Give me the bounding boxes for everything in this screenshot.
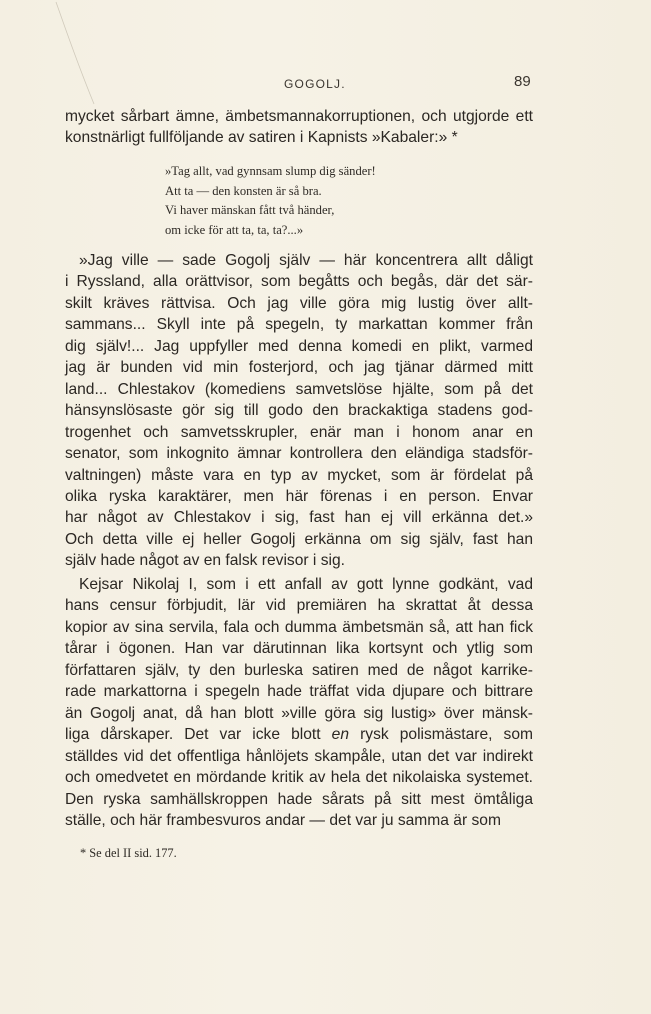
text-line: kopior av sina servila, fala och dumma ämbetsmän så, att han fick <box>65 618 533 636</box>
quoted-verse <box>165 162 376 240</box>
text-line: valtningen) måste vara en typ av mycket, som är fördelat på <box>65 466 533 484</box>
text-line: skilt kräves rättvisa. Och jag ville göra mig lustig över allt- <box>65 294 533 312</box>
verse-line: »Tag allt, vad gynnsam slump dig sänder! <box>165 164 376 178</box>
text-line: Den ryska samhällskroppen hade sårats på sitt mest ömtåliga <box>65 790 533 808</box>
text-line: konstnärligt fullföljande av satiren i Kapnists »Kabaler:» * <box>65 129 458 147</box>
text-line: författaren själv, ty den burleska satiren med de något karrike- <box>65 661 533 679</box>
text-line: ställe, och här frambesvuros andar — det var ju samma är som <box>65 811 501 829</box>
paragraph-intro <box>65 106 533 149</box>
text-line: trogenhet och samvetsskrupler, enär man i honom anar en <box>65 423 533 441</box>
text-line: »Jag ville — sade Gogolj själv — här koncentrera allt dåligt <box>79 252 533 269</box>
text-line: och omedvetet en mördande kritik av hela det nikolaiska systemet. <box>65 769 533 787</box>
text-line: än Gogolj anat, då han blott »ville göra sig lustig» över mänsk- <box>65 704 533 722</box>
text-line: land... Chlestakov (komediens samvetslöse hjälte, som på det <box>65 380 533 398</box>
text-line: sammans... Skyll inte på spegeln, ty markattan kommer från <box>65 316 533 334</box>
running-title: GOGOLJ. <box>284 77 346 91</box>
paragraph-gogol-quote <box>65 250 533 572</box>
text-line: har något av Chlestakov i sig, fast han ej vill erkänna det.» <box>65 509 533 527</box>
text-line: själv hade något av en falsk revisor i sig. <box>65 552 345 570</box>
text-line: olika ryska karaktärer, men här förenas i en person. Envar <box>65 487 533 505</box>
text-line: Och detta ville ej heller Gogolj erkänna om sig själv, fast han <box>65 530 533 548</box>
text-line: hans censur förbjudit, lär vid premiären ha skrattat åt dessa <box>65 597 533 615</box>
paragraph-nikolaj <box>65 574 533 831</box>
verse-line: om icke för att ta, ta, ta?...» <box>165 222 304 237</box>
text-line: mycket sårbart ämne, ämbetsmannakorruptionen, och utgjorde ett <box>65 108 533 125</box>
emphasized-word: en <box>331 726 349 744</box>
text-line: senator, som inkognito ämnar kontrollera den eländiga stadsför- <box>65 445 533 463</box>
footnote: * Se del II sid. 177. <box>80 846 177 860</box>
text-line: hänsynslösaste gör sig till godo den brackaktiga stadens god- <box>65 402 533 420</box>
text-line: jag är bunden vid min fosterjord, och jag tjänar därmed mitt <box>65 359 533 377</box>
page-number: 89 <box>514 73 531 90</box>
verse-line: Att ta — den konsten är så bra. <box>165 183 322 198</box>
text-line: dig själv!... Jag uppfyller med denna komedi en plikt, varmed <box>65 337 533 355</box>
text-line: tårar i ögonen. Han var därutinnan lika kortsynt och ytlig som <box>65 640 533 658</box>
text-line: rade markattorna i spegeln hade träffat vida djupare och bittrare <box>65 683 533 701</box>
verse-line: Vi haver mänskan fått två händer, <box>165 203 335 217</box>
page-header <box>0 73 651 95</box>
text-line: i Ryssland, alla orättvisor, som begåtts och begås, där det sär- <box>65 273 533 291</box>
text-segment: liga dårskaper. Det var icke blott <box>65 726 321 744</box>
text-line: ställdes vid det offentliga hånlöjets skampåle, utan det var indirekt <box>65 747 533 765</box>
text-segment: rysk polismästare, som <box>360 726 533 744</box>
text-line: Kejsar Nikolaj I, som i ett anfall av gott lynne godkänt, vad <box>79 576 533 593</box>
text-line-with-emphasis <box>65 724 533 745</box>
